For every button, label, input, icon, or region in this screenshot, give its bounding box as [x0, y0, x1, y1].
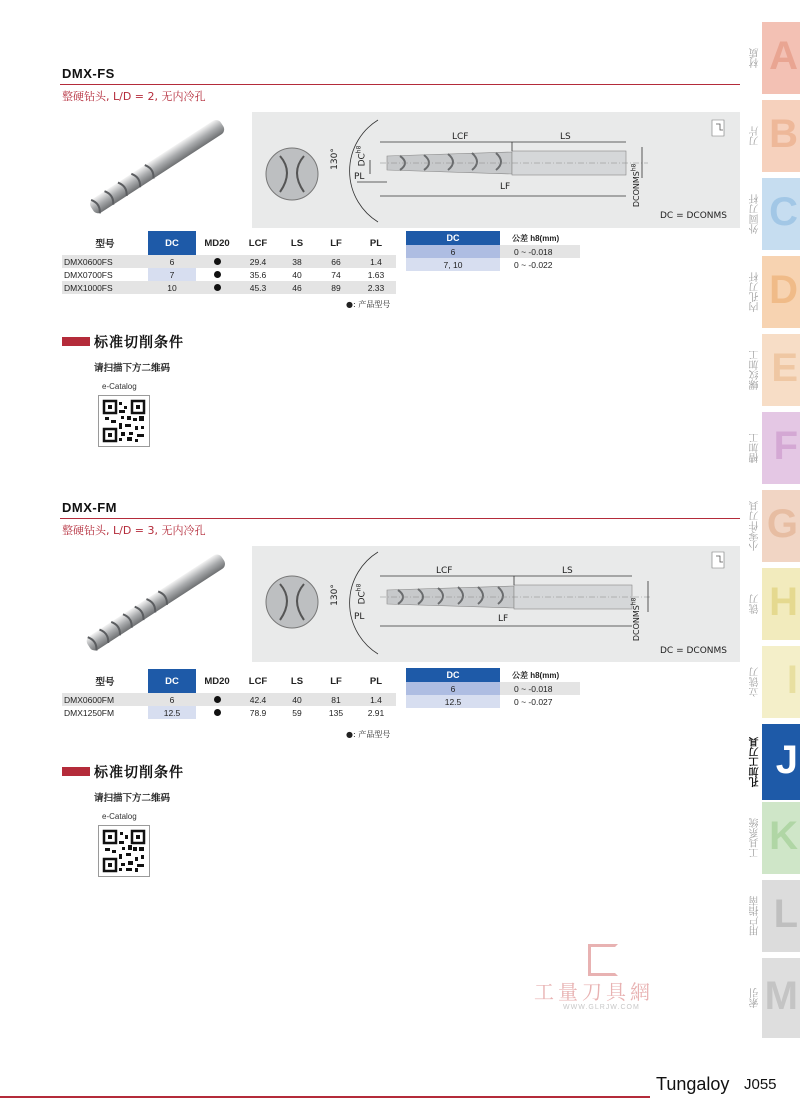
- chapter-letter: C: [769, 190, 798, 234]
- table-row: [62, 268, 396, 281]
- lcf-value: 42.4: [238, 693, 278, 706]
- chapter-label: 铣刀: [750, 594, 761, 614]
- watermark-logo-icon: [588, 944, 618, 976]
- section-title: DMX-FS: [62, 66, 115, 81]
- col-lf: LF: [330, 675, 342, 687]
- dc-label: $DC^{h8}$: [355, 583, 368, 605]
- chapter-tab-l[interactable]: [750, 880, 800, 952]
- chapter-letter: E: [771, 346, 798, 390]
- spec-header-row: [62, 231, 396, 255]
- lf-value: 89: [316, 281, 356, 294]
- stock-dot-icon: [214, 284, 221, 291]
- stock-dot-icon: [214, 709, 221, 716]
- chapter-tab-h[interactable]: [750, 568, 800, 640]
- lcf-label: LCF: [452, 132, 469, 142]
- chapter-label: 外圆刀杆: [750, 194, 761, 234]
- stock-dot-icon: [214, 271, 221, 278]
- chapter-label: 材质: [750, 48, 761, 68]
- model-code: DMX0600FM: [62, 693, 148, 706]
- section-subtitle: 整硬钻头, L/D = 2, 无内冷孔: [62, 90, 206, 103]
- chapter-label: 内孔刀杆: [750, 272, 761, 312]
- col-tolerance: 公差 h8(mm): [512, 670, 560, 680]
- stock-mark: [196, 281, 238, 294]
- ls-value: 40: [292, 269, 302, 280]
- chapter-tab-d[interactable]: [750, 256, 800, 328]
- spec-table: [62, 669, 396, 719]
- lcf-value: 45.3: [238, 281, 278, 294]
- watermark-url: WWW.GLRJW.COM: [563, 1004, 640, 1011]
- ls-label: LS: [562, 566, 573, 576]
- section-rule: [60, 84, 740, 85]
- qr-code-icon: [99, 396, 149, 446]
- stock-mark: [196, 268, 238, 281]
- col-md20: MD20: [204, 237, 230, 249]
- lf-value: 66: [316, 255, 356, 268]
- stock-mark: [196, 706, 238, 719]
- model-code: DMX0600FS: [62, 255, 148, 268]
- chapter-label: 用户指南: [750, 896, 761, 936]
- chapter-letter: F: [773, 424, 798, 468]
- chapter-label: 工具系统: [750, 818, 761, 858]
- dc-value: 7, 10: [406, 258, 500, 271]
- col-model: 型号: [95, 677, 115, 688]
- chapter-label: 立铣刀: [750, 667, 761, 697]
- chapter-tab-e[interactable]: [750, 334, 800, 406]
- ls-value: 59: [292, 707, 302, 718]
- dc-value: 6: [406, 245, 500, 258]
- lcf-value: 29.4: [238, 255, 278, 268]
- stock-mark: [196, 255, 238, 268]
- col-dc: DC: [406, 668, 500, 682]
- drill-image: [70, 110, 240, 225]
- chapter-tab-f[interactable]: [750, 412, 800, 484]
- chapter-tab-m[interactable]: [750, 958, 800, 1038]
- chapter-letter: J: [775, 738, 798, 782]
- dc-value: 12.5: [148, 706, 196, 719]
- chapter-letter: L: [773, 892, 798, 936]
- table-row: [406, 245, 580, 258]
- watermark-text: 工量刀具網: [534, 980, 654, 1004]
- pl-value: 1.63: [367, 269, 385, 280]
- chapter-tab-i[interactable]: [750, 646, 800, 718]
- lcf-label: LCF: [436, 566, 453, 576]
- page-number: J055: [744, 1076, 777, 1093]
- qr-label: e-Catalog: [102, 382, 137, 391]
- ls-value: 46: [278, 281, 316, 294]
- pl-label: PL: [354, 612, 365, 622]
- model-code: DMX0700FS: [64, 269, 113, 280]
- chapter-tab-a[interactable]: [750, 22, 800, 94]
- table-row: [406, 695, 580, 708]
- col-lf: LF: [330, 237, 342, 249]
- table-row: [62, 281, 396, 294]
- pl-label: PL: [354, 172, 365, 182]
- chapter-letter: A: [769, 34, 798, 78]
- stock-mark: [196, 693, 238, 706]
- chapter-tab-j[interactable]: [750, 724, 800, 800]
- table-row: [406, 682, 580, 695]
- conditions-scan-text: 请扫描下方二维码: [94, 363, 171, 374]
- chapter-tab-g[interactable]: [750, 490, 800, 562]
- dc-equals-label: DC = DCONMS: [660, 646, 727, 656]
- dc-value: 6: [406, 682, 500, 695]
- section-rule: [60, 518, 740, 519]
- dconms-label: $DCONMS^{h8}$: [630, 597, 642, 642]
- pl-value: 1.4: [356, 255, 396, 268]
- dc-equals-label: DC = DCONMS: [660, 211, 727, 221]
- drill-image: [70, 545, 240, 660]
- conditions-marker: [62, 767, 90, 776]
- table-row: [62, 255, 396, 268]
- model-code: DMX1000FS: [62, 281, 148, 294]
- chapter-label: 螺纹加工: [750, 350, 761, 390]
- ls-value: 40: [278, 693, 316, 706]
- chapter-label: 槽加工: [750, 433, 761, 463]
- tolerance-value: 0 ~ -0.022: [514, 259, 553, 270]
- chapter-letter: D: [769, 268, 798, 312]
- conditions-title: 标准切削条件: [94, 765, 184, 781]
- tolerance-table: [406, 668, 580, 708]
- tolerance-value: 0 ~ -0.027: [514, 696, 553, 707]
- tolerance-value: 0 ~ -0.018: [500, 245, 580, 258]
- stock-dot-icon: [214, 696, 221, 703]
- chapter-letter: K: [769, 814, 798, 858]
- col-pl: PL: [369, 675, 383, 687]
- col-md20: MD20: [204, 675, 230, 687]
- chapter-tab-b[interactable]: [750, 100, 800, 172]
- table-note: ●: 产品型号: [346, 300, 391, 309]
- chapter-letter: H: [769, 580, 798, 624]
- angle-label: 130°: [329, 148, 340, 170]
- dc-value: 6: [148, 255, 196, 268]
- tolerance-table: [406, 231, 580, 271]
- qr-code-link[interactable]: [98, 395, 150, 447]
- section-subtitle: 整硬钻头, L/D = 3, 无内冷孔: [62, 524, 206, 537]
- chapter-label: 索引: [750, 988, 761, 1008]
- dconms-label: $DCONMS^{h8}$: [630, 163, 642, 208]
- spec-header-row: [62, 669, 396, 693]
- pl-value: 2.33: [356, 281, 396, 294]
- chapter-letter: G: [766, 502, 798, 546]
- table-note: ●: 产品型号: [346, 730, 391, 739]
- chapter-tab-c[interactable]: [750, 178, 800, 250]
- conditions-scan-text: 请扫描下方二维码: [94, 793, 171, 804]
- lf-label: LF: [500, 182, 511, 192]
- col-lcf: LCF: [248, 675, 268, 687]
- angle-label: 130°: [329, 584, 340, 606]
- tolerance-value: 0 ~ -0.018: [500, 682, 580, 695]
- lcf-value: 35.6: [249, 269, 267, 280]
- ls-label: LS: [560, 132, 571, 142]
- col-dc: DC: [148, 669, 196, 693]
- conditions-marker: [62, 337, 90, 346]
- dc-value: 7: [148, 268, 196, 281]
- table-row: [62, 693, 396, 706]
- dc-value: 6: [148, 693, 196, 706]
- chapter-letter: M: [764, 974, 798, 1018]
- lf-value: 135: [328, 707, 344, 718]
- chapter-letter: I: [786, 658, 798, 702]
- chapter-letter: B: [769, 112, 798, 156]
- dc-value: 10: [148, 281, 196, 294]
- col-pl: PL: [369, 237, 383, 249]
- stock-dot-icon: [214, 258, 221, 265]
- footer-brand: Tungaloy: [656, 1074, 730, 1094]
- lf-value: 81: [316, 693, 356, 706]
- col-lcf: LCF: [248, 237, 268, 249]
- table-row: [62, 706, 396, 719]
- qr-code-link[interactable]: [98, 825, 150, 877]
- col-ls: LS: [290, 675, 304, 687]
- chapter-label: 小零件刀具: [750, 501, 761, 551]
- qr-code-icon: [99, 826, 149, 876]
- dc-label: $DC^{h8}$: [355, 145, 368, 167]
- lf-label: LF: [498, 614, 509, 624]
- chapter-label: 刀片: [750, 126, 761, 146]
- conditions-title: 标准切削条件: [94, 335, 184, 351]
- col-dc: DC: [148, 231, 196, 255]
- tolerance-header-row: [406, 668, 580, 682]
- dc-value: 12.5: [406, 695, 500, 708]
- dimension-drawing: [252, 546, 740, 662]
- col-ls: LS: [290, 237, 304, 249]
- pl-value: 1.4: [356, 693, 396, 706]
- footer-rule: [0, 1096, 650, 1098]
- col-model: 型号: [95, 239, 115, 250]
- pl-value: 2.91: [367, 707, 385, 718]
- col-tolerance: 公差 h8(mm): [512, 233, 560, 243]
- spec-table: [62, 231, 396, 294]
- section-title: DMX-FM: [62, 500, 117, 515]
- table-row: [406, 258, 580, 271]
- model-code: DMX1250FM: [64, 707, 115, 718]
- chapter-tab-k[interactable]: [750, 802, 800, 874]
- col-dc: DC: [406, 231, 500, 245]
- chapter-label: 孔加工刀具: [750, 737, 761, 787]
- ls-value: 38: [278, 255, 316, 268]
- lcf-value: 78.9: [249, 707, 267, 718]
- tolerance-header-row: [406, 231, 580, 245]
- lf-value: 74: [331, 269, 341, 280]
- qr-label: e-Catalog: [102, 812, 137, 821]
